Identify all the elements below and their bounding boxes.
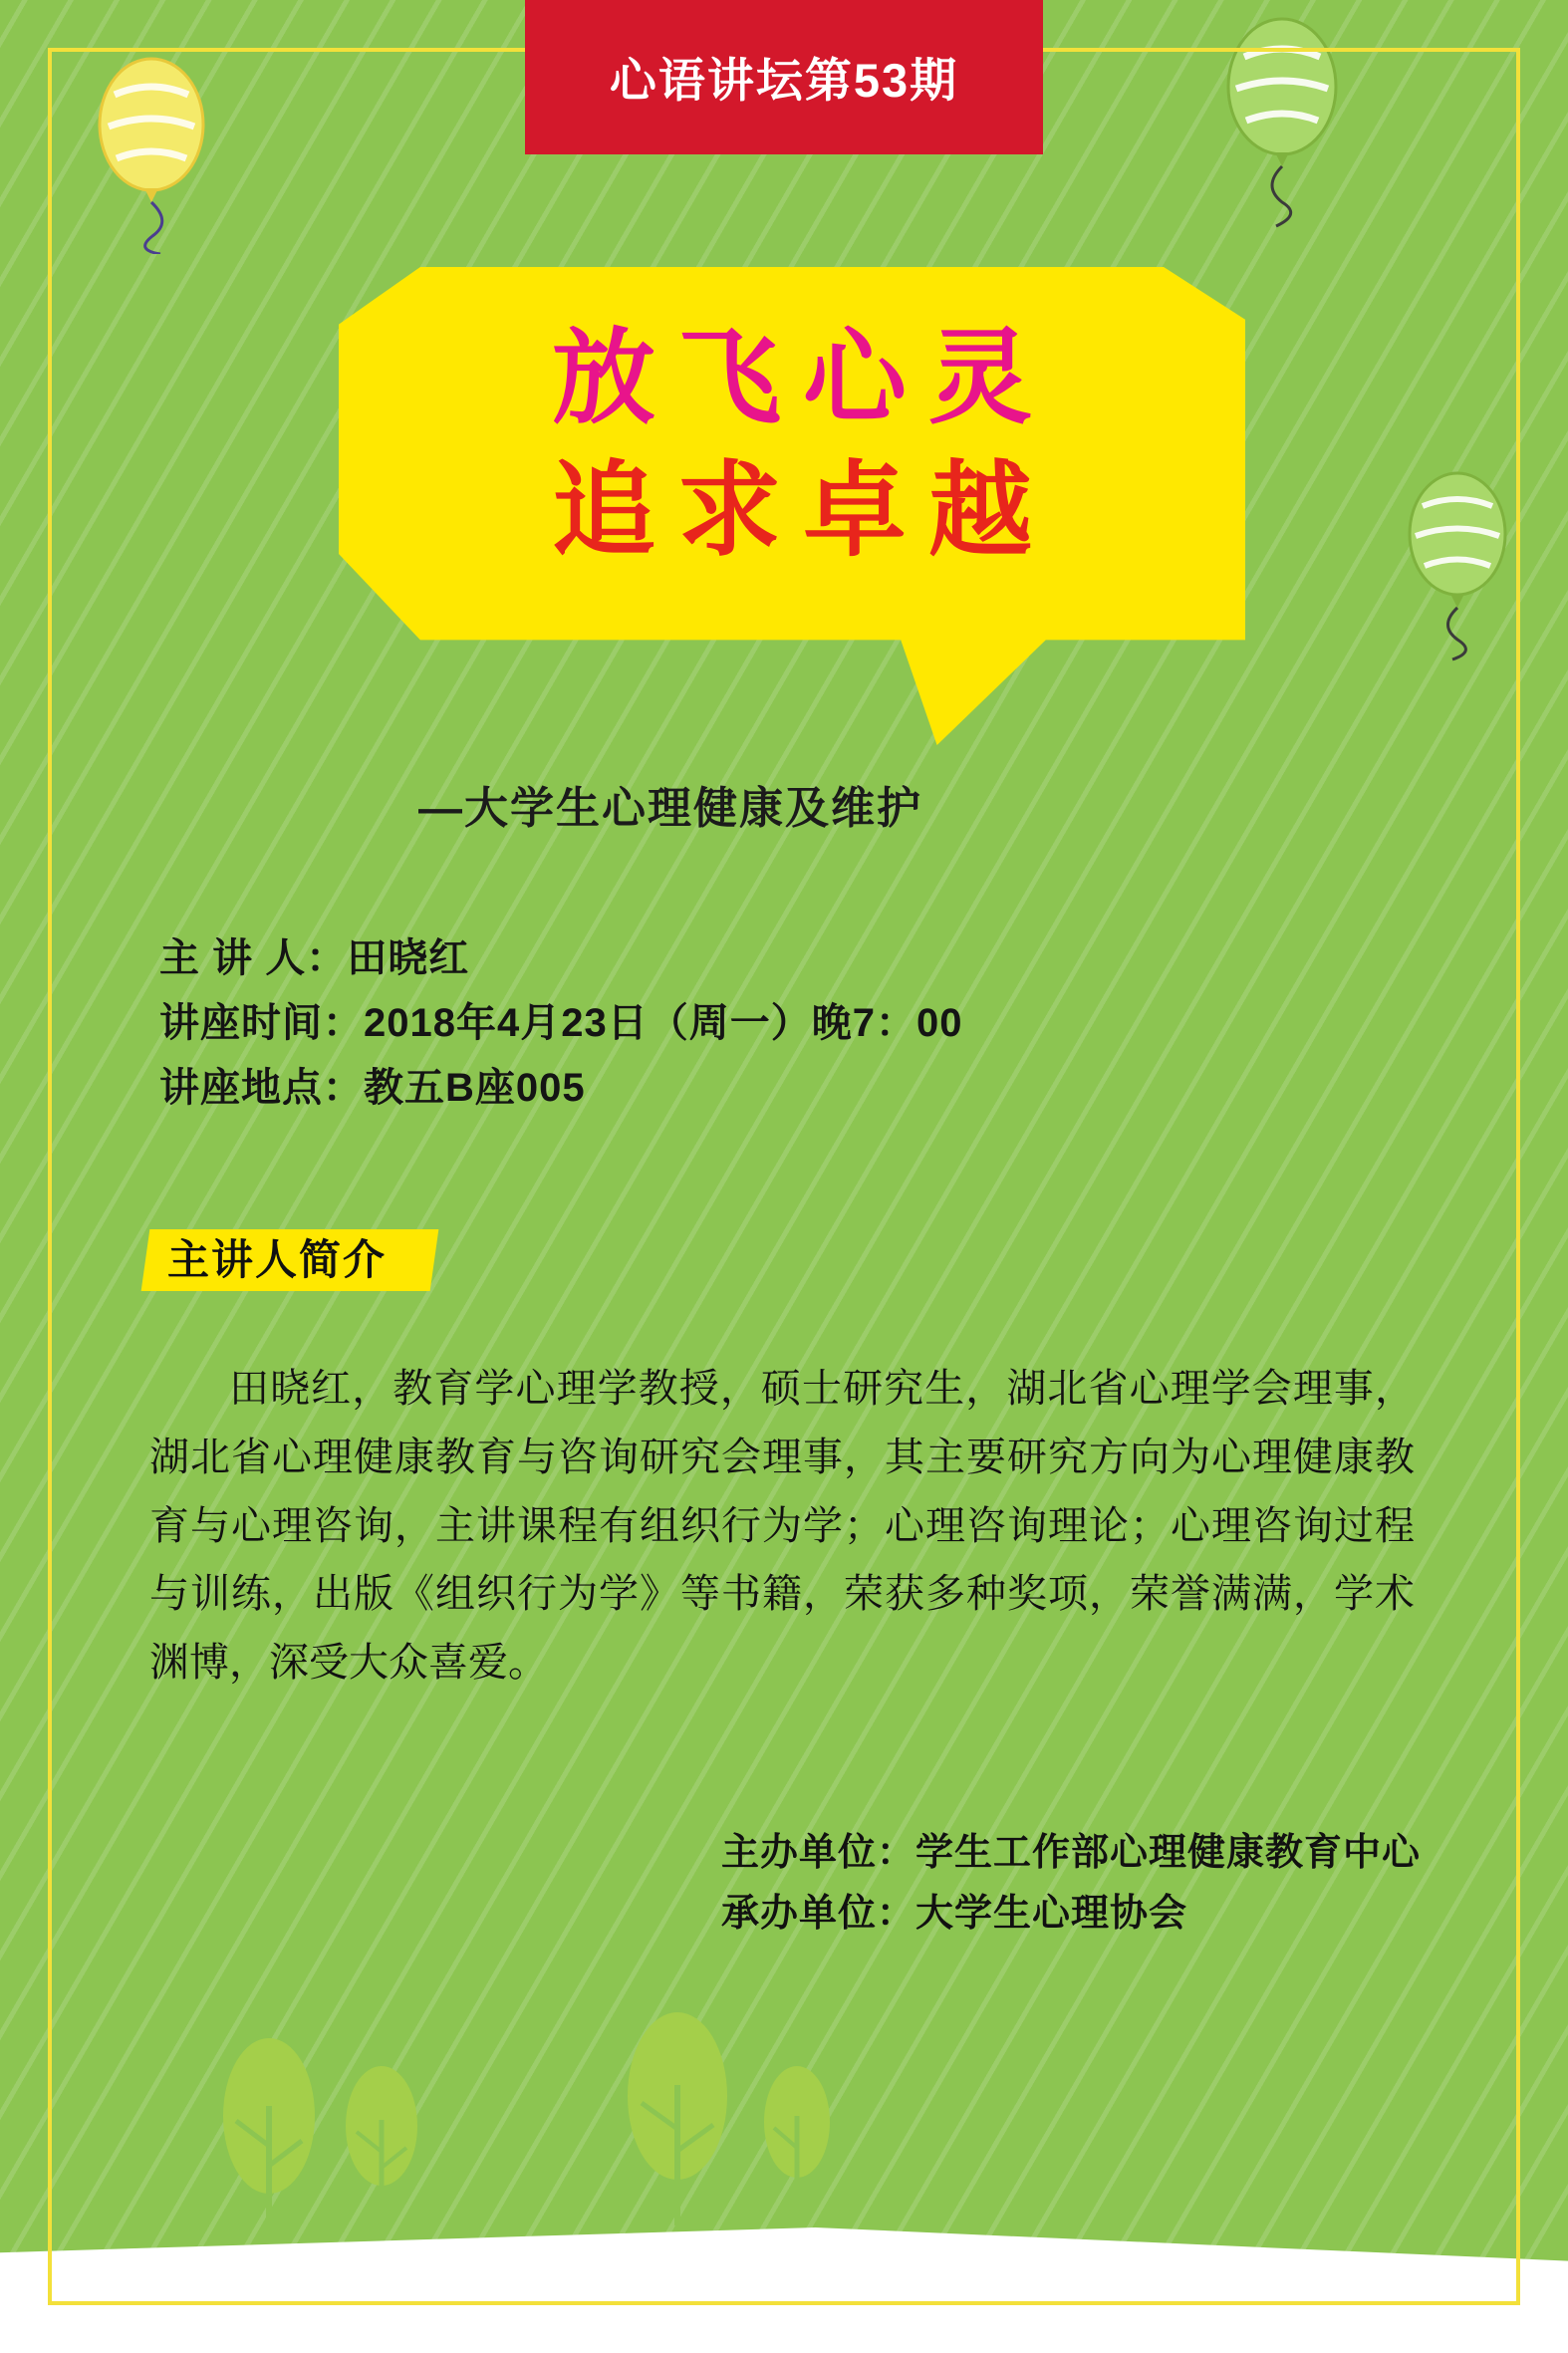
tree-icon [618,2011,737,2225]
header-banner [525,0,1043,154]
title-speech-bubble [339,267,1245,745]
bio-heading-label: 主讲人简介 [167,1236,388,1283]
organizer-host: 主办单位：学生工作部心理健康教育中心 [720,1832,1421,1874]
lecture-info [159,926,962,1120]
balloon-right-icon [1403,468,1512,662]
balloon-top-right-icon [1220,15,1345,229]
organizer-co-host: 承办单位：大学生心理协会 [720,1892,1187,1935]
tree-icon [757,2064,837,2214]
info-location: 讲座地点：教五B座005 [159,1065,586,1110]
info-speaker: 主 讲 人：田晓红 [159,936,470,980]
title-line-2: 追求卓越 [551,453,1054,570]
info-time: 讲座时间：2018年4月23日（周一）晚7：00 [159,1000,963,1045]
title-line-1: 放飞心灵 [551,321,1054,436]
bio-paragraph: 田晓红，教育学心理学教授，硕士研究生，湖北省心理学会理事，湖北省心理健康教育与咨询研究会理事，其主要研究方向为心理健康教育与心理咨询，主讲课程有组织行为学；心理咨询理论；心理咨询过程与训练，出版《组织行为学》等书籍，荣获多种奖项，荣誉满满，学术渊博，深受大众喜爱。 [149,1366,1415,1687]
balloon-top-left-icon [95,55,209,254]
tree-icon [214,2036,324,2235]
subtitle: —大学生心理健康及维护 [418,784,922,833]
bio-heading [157,1223,396,1291]
banner-title: 心语讲坛第53期 [609,54,959,107]
main-title [339,313,1245,578]
organizer-block [721,1823,1421,1945]
tree-icon [339,2064,424,2223]
